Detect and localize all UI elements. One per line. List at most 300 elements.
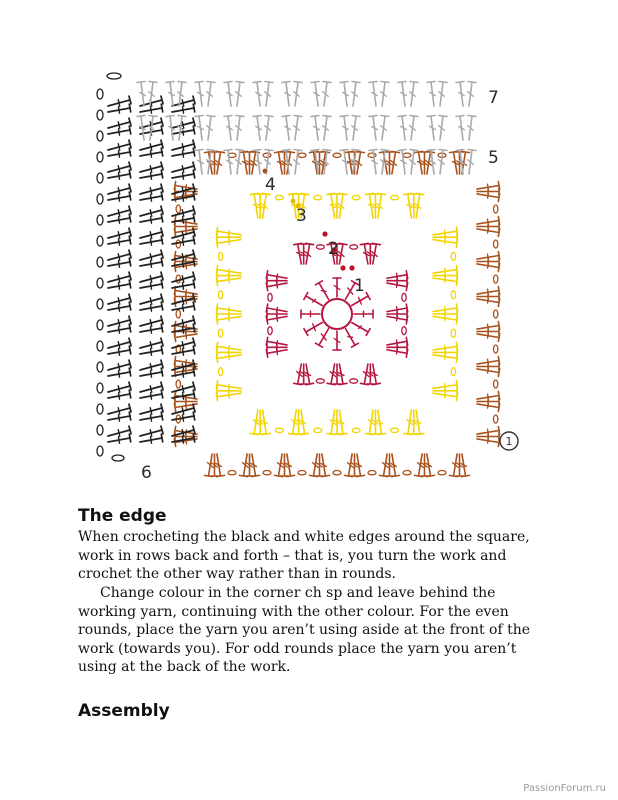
stitch-top [129,390,130,398]
stitch-tick [186,228,187,234]
stitch-top [468,116,476,117]
stitch-top [129,280,130,288]
stitch-top [427,82,435,83]
stitch-top [161,96,163,104]
colour-change-dot [322,231,327,236]
stitch-tick [182,386,183,392]
chain-stitch [97,236,103,246]
chain-stitch [97,215,103,225]
chain-stitch [402,293,406,301]
chain-stitch [97,362,103,372]
chain-stitch [97,425,103,435]
stitch-top [161,170,162,178]
chain-stitch [97,194,103,204]
stitch-top [195,116,203,117]
stitch-tick [488,298,489,303]
stitch-tick [150,415,151,421]
edge-paragraph-2: Change colour in the corner ch sp and leave behind the working yarn, continuing with the other colour. For the even rounds, place the yarn you aren’t using aside at the front of the work (towards you). For odd rounds place the yarn you aren’t using at the back of the work. [78,585,531,675]
chart-labels [141,88,518,483]
stitch-top [129,258,130,266]
round-1-label: 1 [354,276,365,296]
stitch-top [161,118,163,126]
chain-stitch [97,110,103,120]
stitch-top [129,434,130,442]
stitch-top [224,150,232,151]
stitch-tick [150,408,151,414]
stitch-top [137,116,145,117]
stitch-top [166,116,174,117]
stitch-top [161,192,162,200]
stitch-top [161,324,162,332]
stitch-tick [118,408,119,414]
stitch-top [193,302,194,310]
stitch-top [352,116,360,117]
stitch-tick [182,283,183,289]
stitch-top [161,148,162,156]
stitch-tick [150,437,151,443]
round-2-label: 2 [328,239,339,259]
chain-stitch [314,428,322,432]
magic-ring [322,299,352,329]
crochet-chart [88,66,528,486]
stitch-top [294,150,302,151]
stitch-top [398,82,406,83]
stitch-tick [118,298,119,304]
stitch-top [381,150,389,151]
stitch-tick [118,144,119,150]
stitch-top [149,82,157,83]
chain-stitch [333,153,341,157]
stitch-tick [118,188,119,194]
stitch-tick [229,277,230,283]
stitch-tick [182,100,183,106]
chain-stitch [176,310,180,318]
stitch-tick [488,263,489,268]
stitch-tick [488,228,489,233]
stitch-tick [182,195,183,201]
stitch-tick [150,173,151,179]
stitch-top [265,116,273,117]
stitch-tick [150,320,151,326]
stitch-top [193,162,195,170]
stitch-top [129,170,130,178]
row-5-label: 5 [488,148,499,168]
stitch-top [161,316,163,324]
stitch-tick [118,210,119,216]
stitch-tick [182,166,183,172]
stitch-top [129,426,131,434]
chain-stitch [275,428,283,432]
stitch-top [207,82,215,83]
stitch-top [439,116,447,117]
stitch-tick [182,188,183,194]
chain-stitch [451,329,455,337]
stitch-top [193,434,194,442]
stitch-tick [445,354,446,359]
stitch-top [161,382,163,390]
chain-stitch [316,379,324,383]
stitch-top [224,116,232,117]
chain-stitch [352,195,360,199]
stitch-tick [182,305,183,311]
stitch-top [340,150,348,151]
stitch-top [161,294,163,302]
stitch-tick [182,408,183,414]
stitch-tick [118,232,119,238]
chain-stitch [218,291,222,299]
stitch-top [161,206,163,214]
stitch-tick [118,254,119,260]
stitch-tick [182,320,183,326]
crochet-chart-svg [88,66,528,486]
stitch-top [456,82,464,83]
stitch-tick [118,364,119,370]
chain-stitch [176,380,180,388]
chain-stitch [97,89,103,99]
stitch-tick [182,173,183,179]
stitch-top [161,412,162,420]
stitch-top [129,338,131,346]
chain-stitch [97,341,103,351]
stitch-top [323,116,331,117]
stitch-tick [182,232,183,238]
stitch-top [161,338,163,346]
chain-stitch [97,446,103,456]
stitch-top [166,82,174,83]
stitch-top [195,150,203,151]
stitch-top [161,434,162,442]
stitch-top [178,116,186,117]
stitch-tick [150,371,151,377]
stitch-tick [150,261,151,267]
chain-stitch [97,320,103,330]
row-6-label: 6 [141,463,152,483]
stitch-tick [150,166,151,172]
stitch-top [439,82,447,83]
chain-stitch [494,240,498,248]
stitch-tick [150,210,151,216]
stitch-top [161,250,163,258]
stitch-tick [182,371,183,377]
chain-stitch [494,380,498,388]
stitch-top [369,82,377,83]
chain-stitch [352,428,360,432]
stitch-top [129,412,130,420]
stitch-top [129,96,131,104]
stitch-tick [186,333,187,339]
stitch-tick [182,364,183,370]
stitch-tick [150,283,151,289]
stitch-top [311,82,319,83]
stitch-tick [150,232,151,238]
stitch-tick [118,166,119,172]
stitch-tick [182,393,183,399]
stitch-tick [118,122,119,128]
chain-stitch [368,153,376,157]
stitch-top [129,250,131,258]
stitch-tick [150,393,151,399]
chain-stitch [97,404,103,414]
chain-stitch [176,240,180,248]
stitch-tick [229,238,230,244]
stitch-tick [182,239,183,245]
stitch-tick [150,151,151,157]
stitch-top [161,126,162,134]
chain-stitch [263,471,271,475]
chain-stitch [112,455,124,461]
stitch-top [381,82,389,83]
stitch-tick [182,151,183,157]
stitch-top [129,192,130,200]
stitch-top [193,280,194,288]
stitch-top [161,302,162,310]
stitch-tick [118,342,119,348]
stitch-tick [182,144,183,150]
stitch-top [129,104,130,112]
stitch-tick [445,277,446,282]
stitch-top [161,280,162,288]
stitch-top [193,140,195,148]
stitch-top [161,360,163,368]
stitch-top [193,104,194,112]
stitch-top [193,338,195,346]
chain-stitch [218,252,222,260]
stitch-top [265,150,273,151]
stitch-tick [182,254,183,260]
stitch-tick [118,107,119,113]
stitch-top [207,150,215,151]
stitch-tick [150,305,151,311]
stitch-tick [118,430,119,436]
stitch-top [161,368,162,376]
stitch-tick [118,349,119,355]
stitch-tick [182,327,183,333]
stitch-tick [488,368,489,373]
stitch-top [427,116,435,117]
stitch-tick [186,403,187,409]
stitch-top [398,150,406,151]
stitch-top [129,368,130,376]
chain-stitch [391,195,399,199]
stitch-top [161,184,163,192]
stitch-tick [229,392,230,398]
stitch-top [193,236,194,244]
stitch-tick [182,349,183,355]
stitch-top [193,96,195,104]
chain-stitch [218,329,222,337]
chain-stitch [494,345,498,353]
stitch-top [282,116,290,117]
chain-stitch [403,471,411,475]
stitch-tick [150,254,151,260]
stitch-top [265,82,273,83]
stitch-top [410,116,418,117]
stitch-tick [150,195,151,201]
stitch-top [161,104,162,112]
stitch-tick [488,438,489,443]
stitch-top [410,82,418,83]
stitch-top [207,116,215,117]
stitch-top [456,150,464,151]
chain-stitch [218,368,222,376]
stitch-tick [118,173,119,179]
stitch-top [129,324,130,332]
stitch-top [439,150,447,151]
stitch-tick [150,327,151,333]
stitch-top [129,404,131,412]
stitch-tick [182,107,183,113]
stitch-tick [182,437,183,443]
chain-stitch [494,415,498,423]
stitch-tick [348,337,353,338]
stitch-top [161,162,163,170]
stitch-top [161,258,162,266]
stitch-top [193,404,195,412]
stitch-top [129,316,131,324]
stitch-tick [488,193,489,198]
stitch-top [129,140,131,148]
stitch-top [129,184,131,192]
stitch-tick [150,364,151,370]
chain-stitch [438,471,446,475]
stitch-top [193,206,195,214]
chain-stitch [350,379,358,383]
stitch-top [129,214,130,222]
chain-stitch [451,291,455,299]
stitch-tick [445,393,446,398]
stitch-tick [118,393,119,399]
stitch-top [340,82,348,83]
stitch-top [129,236,130,244]
stitch-top [224,82,232,83]
stitch-tick [182,342,183,348]
chain-stitch [268,327,272,335]
stitch-top [323,150,331,151]
stitch-tick [118,386,119,392]
stitch-top [253,82,261,83]
edge-paragraph-1: When crocheting the black and white edges around the square, work in rows back and forth – that is, you turn the work and crochet the other way rather than in rounds. [78,529,530,582]
stitch-top [129,294,131,302]
stitch-tick [150,144,151,150]
round-4-label: 4 [265,175,276,195]
stitch-tick [321,291,326,292]
stitch-top [129,118,131,126]
stitch-tick [182,430,183,436]
stitch-top [193,272,195,280]
stitch-top [311,150,319,151]
chain-stitch [97,257,103,267]
stitch-top [369,150,377,151]
stitch-top [129,272,131,280]
stitch-top [178,82,186,83]
stitch-top [193,294,195,302]
stitch-top [161,404,163,412]
chain-stitch [494,275,498,283]
stitch-top [161,228,163,236]
stitch-tick [229,354,230,360]
stitch-top [352,150,360,151]
stitch-tick [150,217,151,223]
stitch-top [294,116,302,117]
stitch-top [456,116,464,117]
stitch-tick [118,217,119,223]
chain-stitch [228,471,236,475]
stitch-top [129,206,131,214]
stitch-tick [182,210,183,216]
chain-stitch [403,153,411,157]
stitch-top [236,82,244,83]
stitch-top [129,360,131,368]
stitch-tick [445,239,446,244]
chain-stitch [97,173,103,183]
chain-stitch [314,195,322,199]
chain-stitch [107,73,121,79]
stitch-tick [118,239,119,245]
stitch-tick [118,100,119,106]
stitch-top [468,150,476,151]
chain-stitch [263,153,271,157]
stitch-top [193,148,194,156]
stitch-top [129,382,131,390]
stitch-tick [182,276,183,282]
chain-stitch [316,245,324,249]
stitch-tick [118,276,119,282]
stitch-top [137,82,145,83]
stitch-top [161,214,162,222]
stitch-tick [150,298,151,304]
chain-stitch [333,471,341,475]
stitch-top [193,192,194,200]
chain-stitch [391,428,399,432]
stitch-tick [118,283,119,289]
stitch-tick [118,261,119,267]
stitch-top [193,170,194,178]
chain-stitch [451,368,455,376]
stitch-top [193,316,195,324]
stitch-tick [118,151,119,157]
stitch-top [161,140,163,148]
stitch-top [193,346,194,354]
stitch-top [236,116,244,117]
stitch-tick [150,386,151,392]
stitch-tick [118,415,119,421]
circled-marker-label: 1 [505,435,513,448]
stitch-tick [182,122,183,128]
stitch-tick [488,403,489,408]
chain-stitch [350,245,358,249]
chain-stitch [275,195,283,199]
stitch-tick [150,276,151,282]
chain-stitch [494,205,498,213]
stitch-top [193,390,194,398]
chain-stitch [97,278,103,288]
chain-stitch [368,471,376,475]
stitch-top [193,214,194,222]
chain-stitch [97,152,103,162]
stitch-top [323,82,331,83]
stitch-top [468,82,476,83]
chain-stitch [97,299,103,309]
stitch-top [161,272,163,280]
stitch-tick [118,371,119,377]
stitch-top [282,82,290,83]
stitch-tick [118,437,119,443]
colour-change-dot [263,169,268,174]
stitch-top [129,302,130,310]
stitch-top [149,116,157,117]
chain-stitch [97,131,103,141]
stitch-top [193,126,194,134]
